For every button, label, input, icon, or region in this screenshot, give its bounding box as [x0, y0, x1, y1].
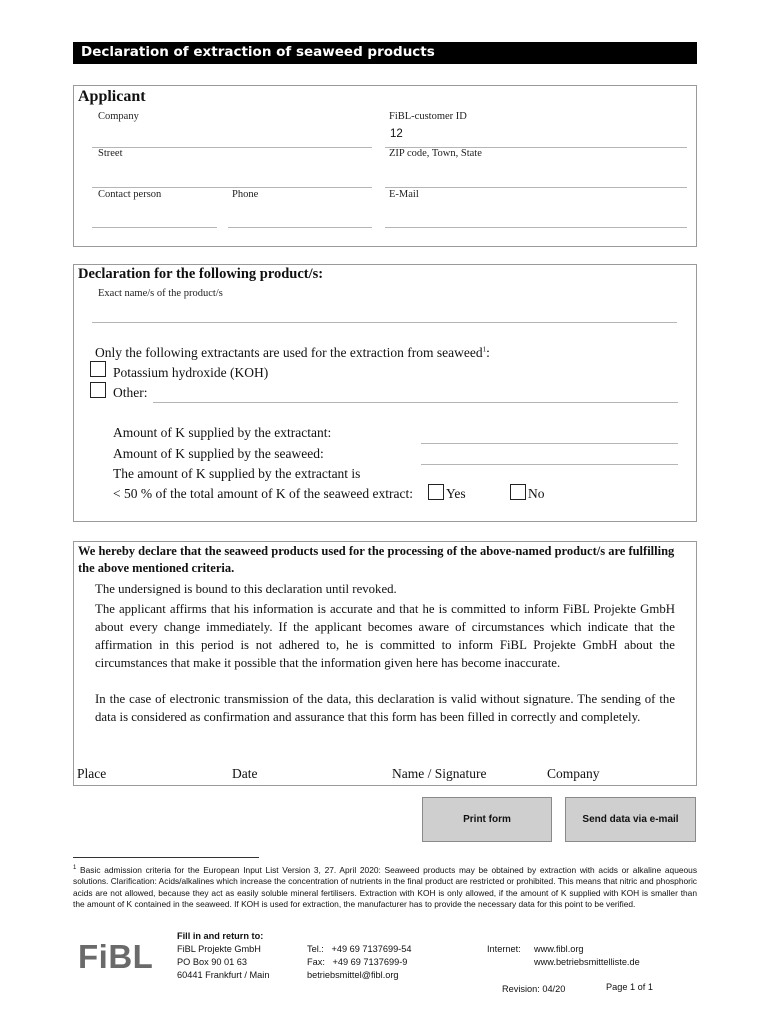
applicant-heading: Applicant [78, 88, 146, 105]
k-question-line1: The amount of K supplied by the extractant is [113, 466, 361, 481]
extractants-intro-text: Only the following extractants are used for the extraction from seaweed [95, 345, 483, 360]
k-question-line2: < 50 % of the total amount of K of the seaweed extract: [113, 486, 414, 501]
zip-label: ZIP code, Town, State [389, 148, 482, 159]
customer-id-field[interactable]: 12 [390, 128, 403, 140]
extractants-colon: : [486, 345, 490, 360]
other-checkbox[interactable] [90, 382, 106, 398]
address-line1: FiBL Projekte GmbH [177, 944, 261, 954]
company-signature-label: Company [547, 766, 600, 781]
street-field[interactable] [92, 187, 372, 188]
revision: Revision: 04/20 [502, 984, 566, 994]
k-extractant-field[interactable] [421, 443, 678, 444]
send-email-button[interactable]: Send data via e-mail [565, 797, 696, 842]
applicant-section [73, 85, 697, 247]
place-label: Place [77, 766, 107, 781]
address-line2: PO Box 90 01 63 [177, 957, 247, 967]
yes-checkbox[interactable] [428, 484, 444, 500]
footnote-ref: 1 [482, 345, 487, 354]
phone-label: Phone [232, 189, 259, 200]
statement-p3: In the case of electronic transmission of the data, this declaration is valid without signature. The sending of the data is considered as confirmation and assurance that this form has been filled in correctly and completely. [95, 692, 675, 724]
statement-p2: The applicant affirms that his information is accurate and that he is committed to inform FiBL Projekte GmbH about every change immediately. If the applicant becomes aware of circumstances which indicate that the affirmation in this period is not adhered to, he is committed to inform FiBL Projekte GmbH about the circumstances that make it possible that the information given here has become inaccurate. [95, 602, 675, 670]
customer-id-label: FiBL-customer ID [389, 111, 467, 122]
footnote [73, 863, 697, 911]
address-line3: 60441 Frankfurt / Main [177, 970, 270, 980]
contact-person-label: Contact person [98, 189, 162, 200]
contact-person-field[interactable] [92, 227, 217, 228]
email-link[interactable]: betriebsmittel@fibl.org [307, 970, 399, 980]
fax: Fax: +49 69 7137699-9 [307, 957, 408, 967]
footnote-divider [73, 857, 259, 858]
extractants-intro [95, 345, 490, 361]
date-label: Date [232, 766, 258, 781]
fibl-logo: FiBL [78, 938, 154, 975]
koh-label: Potassium hydroxide (KOH) [113, 365, 269, 380]
declaration-section [73, 264, 697, 522]
company-label: Company [98, 111, 139, 122]
koh-checkbox[interactable] [90, 361, 106, 377]
footnote-text: Basic admission criteria for the European Input List Version 3, 27. April 2020: Seaweed products may be obtained by extraction with acids or alkaline aqueous solutions. Clarification: Acids/alkalines which increase the concentration of nutrients in the final product are restricted or prohibited. This means that nitric and phosphoric acids are not allowed, because they act as easily soluble mineral fertilisers. Extraction with KOH is only allowed, if the amount of K supplied with KOH is smaller than the amount of K contained in the seaweed. If KOH is used for extraction, the manufacturer has to provide the necessary data for this point to be verified. [73, 864, 698, 910]
no-label: No [528, 486, 545, 501]
statement-heading: We hereby declare that the seaweed products used for the processing of the above-named product/s are fulfilling the above mentioned criteria. [78, 544, 675, 575]
company-field[interactable] [92, 147, 372, 148]
product-name-field[interactable] [92, 322, 677, 323]
street-label: Street [98, 148, 123, 159]
page-title: Declaration of extraction of seaweed products [73, 42, 697, 64]
k-seaweed-field[interactable] [421, 464, 678, 465]
other-label: Other: [113, 385, 148, 400]
product-name-label: Exact name/s of the product/s [98, 288, 223, 299]
tel: Tel.: +49 69 7137699-54 [307, 944, 412, 954]
email-label: E-Mail [389, 189, 419, 200]
internet-label: Internet: [487, 944, 521, 954]
no-checkbox[interactable] [510, 484, 526, 500]
website-link[interactable]: www.fibl.org [534, 944, 584, 954]
k-seaweed-label: Amount of K supplied by the seaweed: [113, 446, 324, 461]
phone-field[interactable] [228, 227, 372, 228]
list-website-link[interactable]: www.betriebsmittelliste.de [534, 957, 640, 967]
return-heading: Fill in and return to: [177, 931, 264, 941]
statement-p1: The undersigned is bound to this declaration until revoked. [95, 582, 397, 596]
other-field[interactable] [153, 402, 678, 403]
k-extractant-label: Amount of K supplied by the extractant: [113, 425, 332, 440]
declaration-heading: Declaration for the following product/s: [78, 266, 324, 282]
zip-field[interactable] [385, 187, 687, 188]
yes-label: Yes [446, 486, 466, 501]
print-form-button[interactable]: Print form [422, 797, 552, 842]
email-field[interactable] [385, 227, 687, 228]
page-number: Page 1 of 1 [606, 982, 653, 992]
signature-label: Name / Signature [392, 766, 487, 781]
footnote-mark: 1 [73, 865, 77, 871]
